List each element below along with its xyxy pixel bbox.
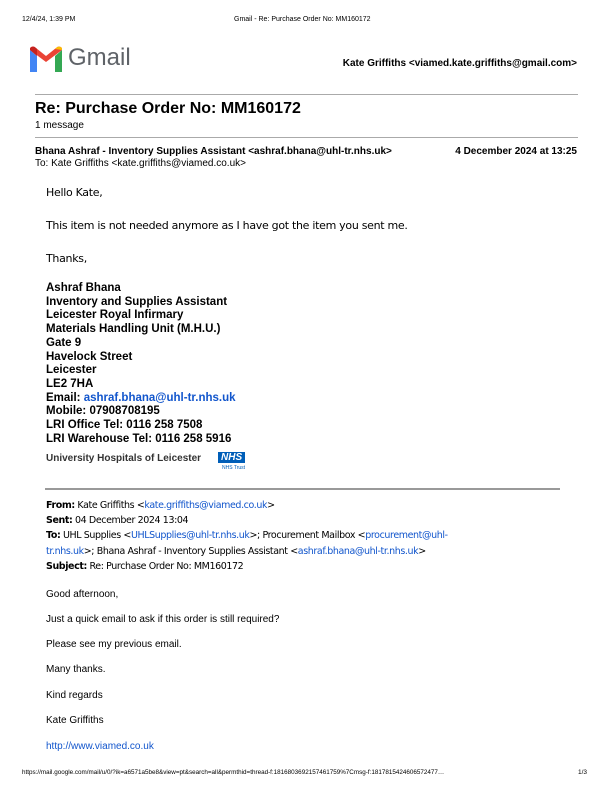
- quoted-subject: [46, 559, 448, 574]
- quoted-line: Kind regards: [46, 690, 103, 701]
- uhl-logo-name: University Hospitals of Leicester: [46, 453, 202, 464]
- uhl-logo: [46, 452, 246, 474]
- subject-text: Re: Purchase Order No: MM160172: [86, 560, 244, 572]
- to-text: >; Bhana Ashraf - Inventory Supplies Assistant <: [83, 545, 298, 557]
- to-text: >; Procurement Mailbox <: [249, 530, 366, 542]
- quoted-header: [46, 498, 448, 574]
- signature-line: Materials Handling Unit (M.H.U.): [46, 323, 221, 336]
- quoted-line: Please see my previous email.: [46, 639, 182, 650]
- bracket: >: [267, 500, 275, 511]
- to-text: UHL Supplies <: [60, 530, 131, 542]
- gmail-logo: [30, 44, 131, 77]
- from-label: From:: [46, 500, 75, 511]
- account-label: Kate Griffiths <viamed.kate.griffiths@gmail.com>: [342, 58, 577, 69]
- signature-line: Havelock Street: [46, 350, 133, 363]
- to-label: To:: [46, 530, 61, 542]
- recipient: To: Kate Griffiths <kate.griffiths@viamed.co.uk>: [35, 158, 246, 169]
- signature-line: Mobile: 07908708195: [46, 405, 160, 418]
- print-datetime: 12/4/24, 1:39 PM: [22, 16, 76, 23]
- quoted-to-cont: [46, 544, 448, 559]
- quoted-line: Kate Griffiths: [46, 715, 104, 726]
- page-number: 1/3: [578, 769, 588, 776]
- sent-date: 04 December 2024 13:04: [72, 515, 189, 527]
- message-count: 1 message: [35, 120, 84, 131]
- print-url: https://mail.google.com/mail/u/0/?ik=a6571a5be8&view=pt&search=all&permthid=thread-f:1816803692157461759%7Cmsg-f:1817815424606572477…: [22, 769, 445, 776]
- nhs-trust-label: NHS Trust: [222, 465, 246, 471]
- quoted-from: [46, 498, 448, 513]
- thread-subject: Re: Purchase Order No: MM160172: [35, 100, 301, 117]
- website-link[interactable]: http://www.viamed.co.uk: [46, 741, 154, 752]
- signature-line: Inventory and Supplies Assistant: [46, 295, 228, 308]
- gmail-wordmark: Gmail: [68, 44, 131, 71]
- signature-line: LE2 7HA: [46, 377, 94, 390]
- subject-label: Subject:: [46, 560, 87, 572]
- bracket: >: [418, 545, 426, 557]
- signature-email-line: [46, 392, 236, 406]
- nhs-badge: NHS: [218, 452, 245, 463]
- body-text: This item is not needed anymore as I have got the item you sent me.: [46, 219, 408, 232]
- signature-line: LRI Warehouse Tel: 0116 258 5916: [46, 432, 232, 445]
- signature-line: Leicester: [46, 364, 97, 377]
- divider: [35, 94, 578, 95]
- gmail-m-icon: [30, 46, 62, 72]
- quoted-line: Good afternoon,: [46, 589, 119, 600]
- signature-line: Gate 9: [46, 336, 82, 349]
- quoted-line: Just a quick email to ask if this order is still required?: [46, 614, 280, 625]
- message-date: 4 December 2024 at 13:25: [455, 146, 577, 157]
- print-title: Gmail - Re: Purchase Order No: MM160172: [234, 16, 371, 23]
- divider: [35, 137, 578, 138]
- sender: Bhana Ashraf - Inventory Supplies Assistant <ashraf.bhana@uhl-tr.nhs.uk>: [35, 146, 392, 157]
- greeting: Hello Kate,: [46, 186, 103, 199]
- email-label: Email:: [46, 391, 84, 404]
- signature-line: Leicester Royal Infirmary: [46, 309, 184, 322]
- quoted-sent: [46, 513, 448, 528]
- quoted-to: [46, 528, 448, 543]
- signature: [46, 282, 236, 446]
- sent-label: Sent:: [46, 515, 73, 527]
- to-email-link[interactable]: procurement@uhl-: [365, 530, 448, 542]
- from-name: Kate Griffiths <: [74, 500, 145, 511]
- from-email-link[interactable]: kate.griffiths@viamed.co.uk: [144, 500, 268, 511]
- to-email-link[interactable]: UHLSupplies@uhl-tr.nhs.uk: [130, 530, 250, 542]
- signature-line: Ashraf Bhana: [46, 282, 121, 294]
- closing: Thanks,: [46, 252, 87, 265]
- to-email-link[interactable]: ashraf.bhana@uhl-tr.nhs.uk: [297, 545, 419, 557]
- quoted-line: Many thanks.: [46, 664, 106, 675]
- signature-line: LRI Office Tel: 0116 258 7508: [46, 419, 203, 432]
- email-link[interactable]: ashraf.bhana@uhl-tr.nhs.uk: [83, 391, 236, 404]
- quote-divider: [45, 488, 560, 490]
- to-email-link[interactable]: tr.nhs.uk: [46, 545, 84, 557]
